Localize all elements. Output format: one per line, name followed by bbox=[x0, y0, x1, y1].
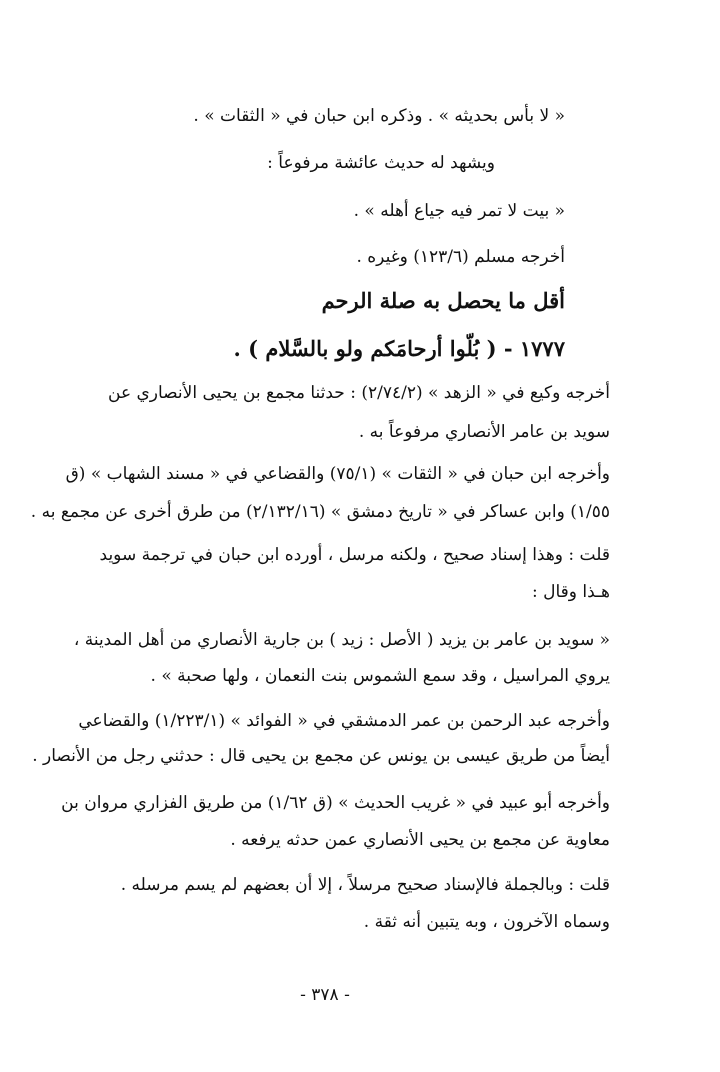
text-line: أخرجه مسلم (١٢٣/٦) وغيره . bbox=[356, 247, 565, 267]
section-heading: أقل ما يحصل به صلة الرحم bbox=[321, 288, 565, 313]
paragraph-line: قلت : وهذا إسناد صحيح ، ولكنه مرسل ، أورده ابن حبان في ترجمة سويد bbox=[99, 545, 610, 565]
paragraph-line: ١/٥٥) وابن عساكر في « تاريخ دمشق » (٢/١٣٢/١٦) من طرق أخرى عن مجمع به . bbox=[30, 502, 610, 522]
paragraph-line: أخرجه وكيع في « الزهد » (٢/٧٤/٢) : حدثنا مجمع بن يحيى الأنصاري عن bbox=[108, 383, 610, 403]
page-number: - ٣٧٨ - bbox=[300, 985, 350, 1005]
text-line: ويشهد له حديث عائشة مرفوعاً : bbox=[267, 153, 495, 173]
hadith-title: ١٧٧٧ - ( بُلّوا أرحامَكم ولو بالسَّلام ) . bbox=[233, 336, 565, 361]
paragraph-line: قلت : وبالجملة فالإسناد صحيح مرسلاً ، إلا أن بعضهم لم يسم مرسله . bbox=[120, 875, 610, 895]
paragraph-line: وسماه الآخرون ، وبه يتبين أنه ثقة . bbox=[363, 912, 610, 932]
paragraph-line: هـذا وقال : bbox=[532, 582, 610, 602]
paragraph-line: وأخرجه ابن حبان في « الثقات » (٧٥/١) والقضاعي في « مسند الشهاب » (ق bbox=[65, 464, 610, 484]
quote-line: « سويد بن عامر بن يزيد ( الأصل : زيد ) بن جارية الأنصاري من أهل المدينة ، bbox=[73, 630, 610, 650]
paragraph-line: وأخرجه أبو عبيد في « غريب الحديث » (ق ١/٦٢) من طريق الفزاري مروان بن bbox=[61, 793, 610, 813]
paragraph-line: معاوية عن مجمع بن يحيى الأنصاري عمن حدثه يرفعه . bbox=[230, 830, 610, 850]
paragraph-line: سويد بن عامر الأنصاري مرفوعاً به . bbox=[358, 422, 610, 442]
text-line: « لا بأس بحديثه » . وذكره ابن حبان في « الثقات » . bbox=[193, 106, 565, 126]
paragraph-line: وأخرجه عبد الرحمن بن عمر الدمشقي في « الفوائد » (١/٢٢٣/١) والقضاعي bbox=[78, 711, 610, 731]
paragraph-line: أيضاً من طريق عيسى بن يونس عن مجمع بن يحيى قال : حدثني رجل من الأنصار . bbox=[32, 746, 610, 766]
quote-line: يروي المراسيل ، وقد سمع الشموس بنت النعمان ، ولها صحبة » . bbox=[150, 666, 610, 686]
text-line: « بيت لا تمر فيه جياع أهله » . bbox=[353, 201, 565, 221]
